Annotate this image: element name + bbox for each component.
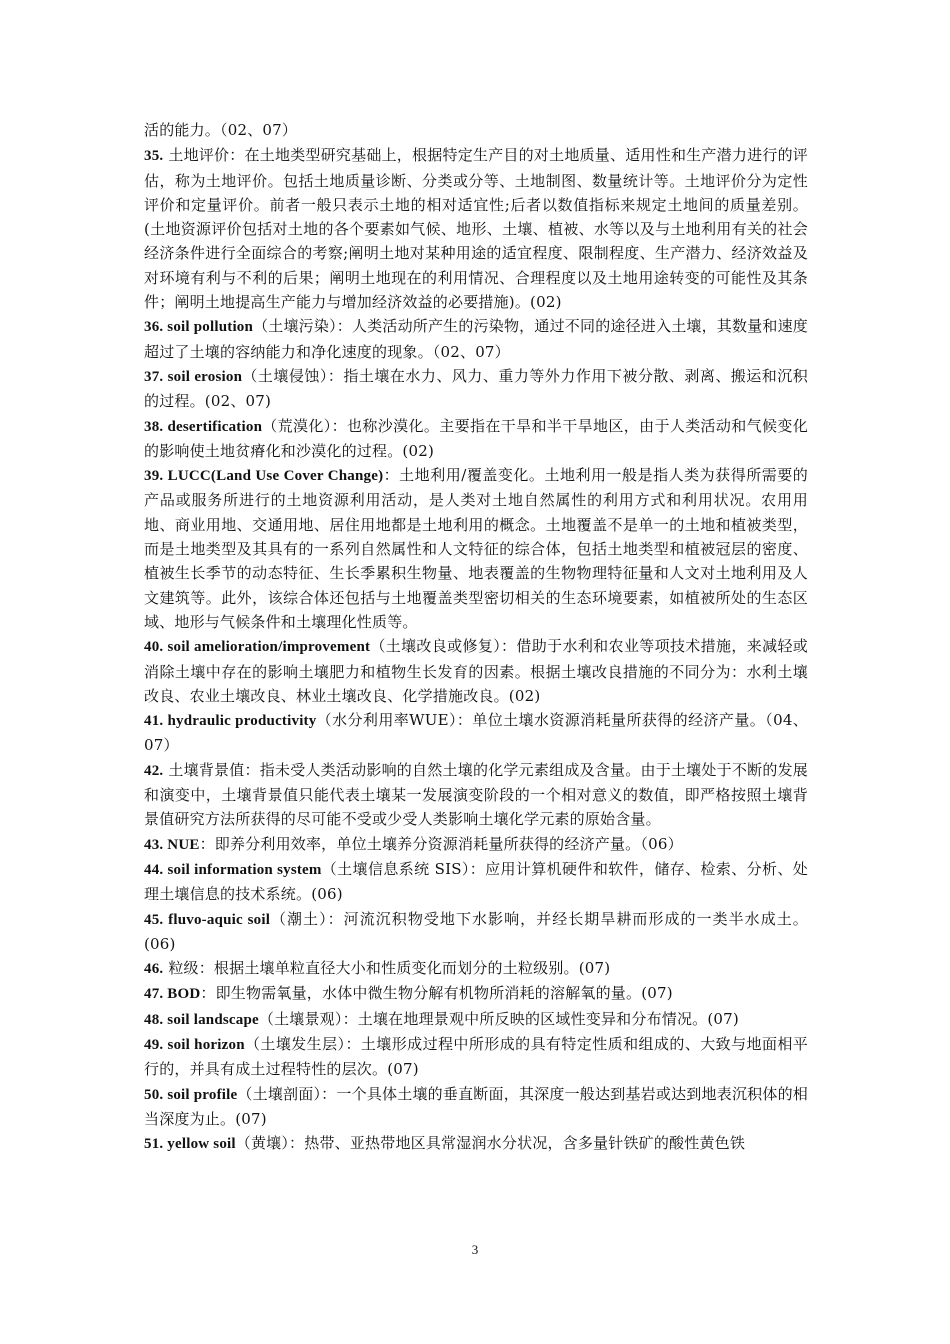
entry-term: 35. xyxy=(144,148,164,165)
entry-text: ：即养分利用效率，单位土壤养分资源消耗量所获得的经济产量。（06） xyxy=(199,834,683,853)
glossary-entry xyxy=(144,1082,808,1132)
glossary-entry xyxy=(144,1131,808,1156)
entry-term: 37. soil erosion xyxy=(144,368,243,385)
glossary-entry xyxy=(144,143,808,314)
entry-text: 土地评价：在土地类型研究基础上，根据特定生产目的对土地质量、适用性和生产潜力进行的评估，称为土地评价。包括土地质量诊断、分类或分等、土地制图、数量统计等。土地评价分为定性评价和定量评价。前者一般只表示土地的相对适宜性;后者以数值指标来规定土地间的质量差别。(土地资源评价包括对土地的各个要素如气候、地形、土壤、植被、水等以及与土地利用有关的社会经济条件进行全面综合的考察;阐明土地对某种用途的适宜程度、限制程度、生产潜力、经济效益及对环境有利与不利的后果；阐明土地现在的利用情况、合理程度以及土地用途转变的可能性及其条件；阐明土地提高生产能力与增加经济效益的必要措施)。(02) xyxy=(144,146,808,312)
entry-term: 49. soil horizon xyxy=(144,1036,245,1053)
entry-text: （土壤改良或修复）：借助于水利和农业等项技术措施，来减轻或消除土壤中存在的影响土壤肥力和植物生长发育的因素。根据土壤改良措施的不同分为：水利土壤改良、农业土壤改良、林业土壤改良、化学措施改良。(02) xyxy=(144,637,808,705)
glossary-entry xyxy=(144,857,808,907)
entry-text: （土壤景观）：土壤在地理景观中所反映的区域性变异和分布情况。(07) xyxy=(258,1009,739,1028)
page-number: 3 xyxy=(471,1242,479,1257)
entry-text: ：土地利用/覆盖变化。土地利用一般是指人类为获得所需要的产品或服务所进行的土地资源利用活动，是人类对土地自然属性的利用方式和利用状况。农用用地、商业用地、交通用地、居住用地都是土地利用的概念。土地覆盖不是单一的土地和植被类型，而是土地类型及其具有的一系列自然属性和人文特征的综合体，包括土地类型和植被冠层的密度、植被生长季节的动态特征、生长季累积生物量、地表覆盖的生物物理特征量和人文对土地利用及人文建筑等。此外，该综合体还包括与土地覆盖类型密切相关的生态环境要素，如植被所处的生态区域、地形与气候条件和土壤理化性质等。 xyxy=(144,466,808,631)
glossary-entry xyxy=(144,1007,808,1032)
glossary-entry xyxy=(144,708,808,758)
glossary-entry xyxy=(144,118,808,143)
entry-text: （水分利用率WUE）：单位土壤水资源消耗量所获得的经济产量。（04、07） xyxy=(144,711,808,755)
glossary-entry xyxy=(144,907,808,957)
glossary-entry xyxy=(144,956,808,981)
entry-term: 50. soil profile xyxy=(144,1086,238,1103)
glossary-entry xyxy=(144,1032,808,1082)
glossary-entry xyxy=(144,832,808,857)
entry-term: 46. xyxy=(144,961,164,978)
glossary-entry xyxy=(144,981,808,1006)
entry-term: 38. desertification xyxy=(144,418,263,435)
entry-term: 48. soil landscape xyxy=(144,1011,259,1028)
glossary-entry xyxy=(144,314,808,364)
entry-term: 43. NUE xyxy=(144,836,200,853)
entry-text: （土壤剖面）：一个具体土壤的垂直断面，其深度一般达到基岩或达到地表沉积体的相当深度为止。(07) xyxy=(144,1084,808,1128)
glossary-entry xyxy=(144,634,808,708)
entry-text: （潮土）：河流沉积物受地下水影响，并经长期旱耕而形成的一类半水成土。(06) xyxy=(144,909,808,953)
glossary-body xyxy=(144,118,808,1156)
entry-text: （土壤侵蚀）：指土壤在水力、风力、重力等外力作用下被分散、剥离、搬运和沉积的过程。(02、07) xyxy=(144,366,808,411)
entry-term: 42. xyxy=(144,762,164,779)
entry-text: （土壤发生层）：土壤形成过程中所形成的具有特定性质和组成的、大致与地面相平行的，并具有成土过程特性的层次。(07) xyxy=(144,1034,808,1079)
glossary-entry xyxy=(144,463,808,634)
entry-term: 44. soil information system xyxy=(144,861,322,878)
entry-text: ：即生物需氧量，水体中微生物分解有机物所消耗的溶解氧的量。(07) xyxy=(200,984,673,1003)
entry-term: 45. fluvo-aquic soil xyxy=(144,911,271,928)
entry-term: 40. soil amelioration/improvement xyxy=(144,639,371,656)
glossary-entry xyxy=(144,364,808,414)
entry-text: 粒级：根据土壤单粒直径大小和性质变化而划分的土粒级别。(07) xyxy=(163,959,611,978)
entry-text: （土壤污染）：人类活动所产生的污染物，通过不同的途径进入土壤，其数量和速度超过了土壤的容纳能力和净化速度的现象。（02、07） xyxy=(144,317,809,361)
entry-term: 51. yellow soil xyxy=(144,1136,236,1153)
glossary-entry xyxy=(144,414,808,464)
entry-text: （荒漠化）：也称沙漠化。主要指在干旱和半干旱地区，由于人类活动和气候变化的影响使土地贫瘠化和沙漠化的过程。(02) xyxy=(144,416,808,460)
entry-text: （黄壤）：热带、亚热带地区具常湿润水分状况，含多量针铁矿的酸性黄色铁 xyxy=(235,1134,746,1153)
entry-term: 39. LUCC(Land Use Cover Change) xyxy=(144,468,384,485)
entry-term: 47. BOD xyxy=(144,986,201,1003)
entry-text: （土壤信息系统 SIS）：应用计算机硬件和软件，储存、检索、分析、处理土壤信息的技术系统。(06) xyxy=(144,859,808,904)
glossary-entry xyxy=(144,758,808,832)
entry-term: 36. soil pollution xyxy=(144,319,254,336)
entry-text: 土壤背景值：指未受人类活动影响的自然土壤的化学元素组成及含量。由于土壤处于不断的发展和演变中，土壤背景值只能代表土壤某一发展演变阶段的一个相对意义的数值，即严格按照土壤背景值研究方法所获得的尽可能不受或少受人类影响土壤化学元素的原始含量。 xyxy=(144,760,808,829)
entry-text: 活的能力。（02、07） xyxy=(144,121,298,139)
entry-term: 41. hydraulic productivity xyxy=(144,713,317,730)
